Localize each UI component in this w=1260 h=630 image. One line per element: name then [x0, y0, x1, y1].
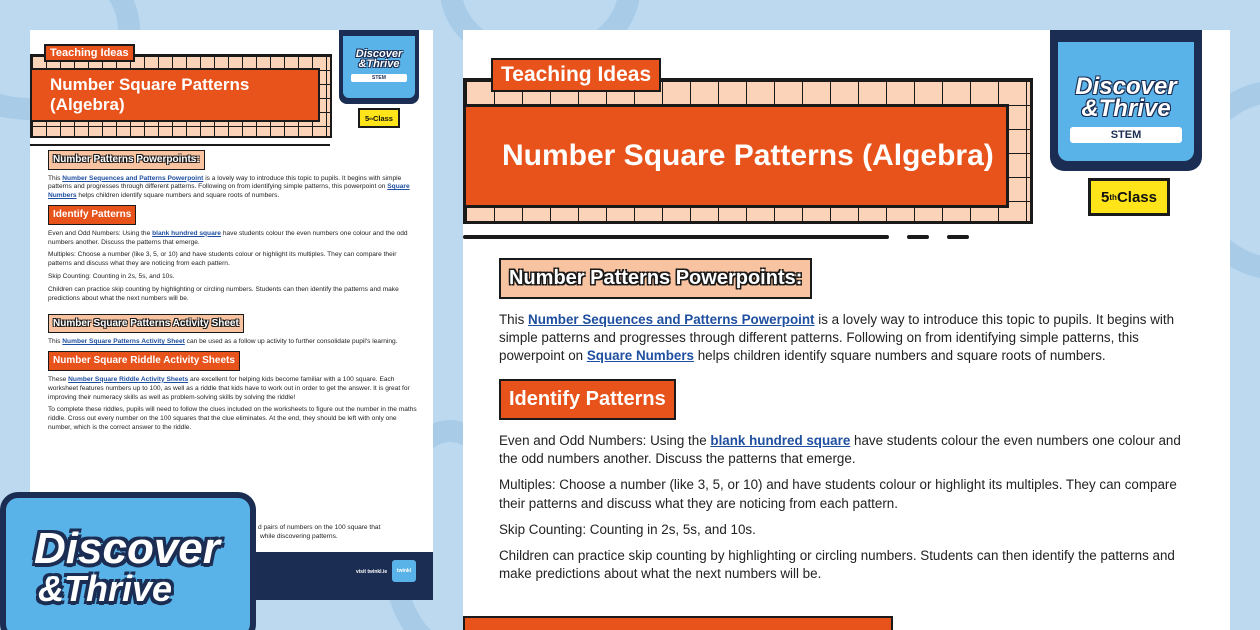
link-riddle-sheets[interactable]: Number Square Riddle Activity Sheets	[68, 375, 189, 383]
paragraph-practice: Children can practice skip counting by highlighting or circling numbers. Students can then identify the patterns and make predictions about what the next numbers will be.	[48, 286, 399, 303]
discover-thrive-logo	[0, 492, 256, 630]
logo-line2: &Thrive	[38, 568, 173, 609]
title-text: Number Square Patterns (Algebra)	[502, 139, 994, 172]
header-underline	[463, 235, 889, 239]
link-square-numbers[interactable]: Square Numbers	[48, 183, 410, 200]
badge-line1: Discover	[1075, 73, 1177, 100]
heading-identify: Identify Patterns	[48, 205, 136, 225]
badge-stem: STEM	[1070, 127, 1182, 143]
paragraph-pairs-partial: d pairs of numbers on the 100 square that while discovering patterns.	[258, 524, 381, 540]
paragraph-powerpoints: This Number Sequences and Patterns Powerpoint is a lovely way to introduce this topic to pupils. It begins with simple patterns and progresses through different patterns. Following on from identifying simple patterns, this powerpoint on Square Numbers helps children identify square numbers and square roots of numbers.	[499, 312, 1175, 364]
document-preview	[463, 30, 1230, 630]
footer-visit-text: visit twinkl.ie	[356, 569, 388, 575]
discover-thrive-badge	[339, 30, 419, 104]
link-blank-hundred-square[interactable]: blank hundred square	[710, 433, 851, 449]
heading-riddle: Number Square Riddle Activity Sheets	[48, 351, 240, 371]
badge-line2: &Thrive	[358, 57, 400, 70]
badge-line1: Discover	[355, 48, 403, 60]
heading-powerpoints: Number Patterns Powerpoints:	[48, 150, 205, 170]
logo-line1: Discover	[34, 524, 220, 573]
heading-next-section-partial	[463, 616, 893, 630]
teaching-ideas-tag: Teaching Ideas	[44, 44, 135, 62]
link-sequences-powerpoint[interactable]: Number Sequences and Patterns Powerpoint	[62, 174, 204, 182]
paragraph-multiples: Multiples: Choose a number (like 3, 5, or 10) and have students colour or highlight its multiples. They can compare their patterns and discuss what they are noticing from each pattern.	[48, 251, 397, 268]
heading-activity-sheet: Number Square Patterns Activity Sheet	[48, 314, 244, 334]
paragraph-even-odd: Even and Odd Numbers: Using the blank hundred square have students colour the even numbers one colour and the odd numbers another. Discuss the patterns that emerge.	[48, 229, 408, 246]
paragraph-activity: This Number Square Patterns Activity Sheet can be used as a follow up activity to further consolidate pupil's learning.	[48, 338, 398, 346]
teaching-ideas-tag: Teaching Ideas	[491, 58, 661, 92]
paragraph-riddle: These Number Square Riddle Activity Sheets are excellent for helping kids become familiar with a 100 square. Each worksheet features numbers up to 100, as well as a riddle that kids have to work out in order to get the answer. It is great for improving their numeracy skills as well as problem-solving skills by solving the riddle!	[48, 375, 410, 401]
paragraph-riddle-instructions: To complete these riddles, pupils will need to follow the clues included on the worksheets to figure out the number in the maths riddle. Cross out every number on the 100 squares that the clue eliminates. At the end, they should be left with only one number, which is the correct answer to the riddle.	[48, 406, 417, 432]
link-square-numbers[interactable]: Square Numbers	[586, 348, 695, 364]
paragraph-skip-counting: Skip Counting: Counting in 2s, 5s, and 10s.	[499, 521, 756, 537]
paragraph-multiples: Multiples: Choose a number (like 3, 5, or 10) and have students colour or highlight its multiples. They can compare their patterns and discuss what they are noticing from each pattern.	[499, 477, 1177, 511]
badge-line2: &Thrive	[1081, 94, 1171, 122]
header-underline	[30, 144, 330, 146]
heading-powerpoints: Number Patterns Powerpoints:	[499, 258, 812, 299]
class-badge: 5 th Class	[1088, 178, 1170, 216]
title-text: Number Square Patterns (Algebra)	[50, 75, 250, 114]
paragraph-skip-counting: Skip Counting: Counting in 2s, 5s, and 10s.	[48, 273, 175, 281]
header-dash	[907, 235, 929, 239]
document-title	[30, 68, 320, 122]
link-activity-sheet[interactable]: Number Square Patterns Activity Sheet	[62, 338, 185, 346]
document-title	[463, 104, 1009, 208]
link-sequences-powerpoint[interactable]: Number Sequences and Patterns Powerpoint	[528, 312, 815, 327]
link-blank-hundred-square[interactable]: blank hundred square	[152, 229, 221, 237]
badge-stem: STEM	[351, 74, 407, 82]
header-dash	[947, 235, 969, 239]
paragraph-practice: Children can practice skip counting by highlighting or circling numbers. Students can then identify the patterns and make predictions about what the next numbers will be.	[499, 547, 1175, 581]
heading-identify: Identify Patterns	[499, 379, 676, 420]
paragraph-powerpoints: This Number Sequences and Patterns Powerpoint is a lovely way to introduce this topic to pupils. It begins with simple patterns and progresses through different patterns. Following on from identifying simple patterns, this powerpoint on Square Numbers helps children identify square numbers and square roots of numbers.	[48, 174, 410, 200]
class-badge: 5 th Class	[358, 108, 400, 128]
paragraph-even-odd: Even and Odd Numbers: Using the blank hundred square have students colour the even numbers one colour and the odd numbers another. Discuss the patterns that emerge.	[499, 433, 1181, 467]
twinkl-logo-icon: twinkl	[392, 560, 416, 582]
discover-thrive-badge	[1050, 30, 1202, 171]
